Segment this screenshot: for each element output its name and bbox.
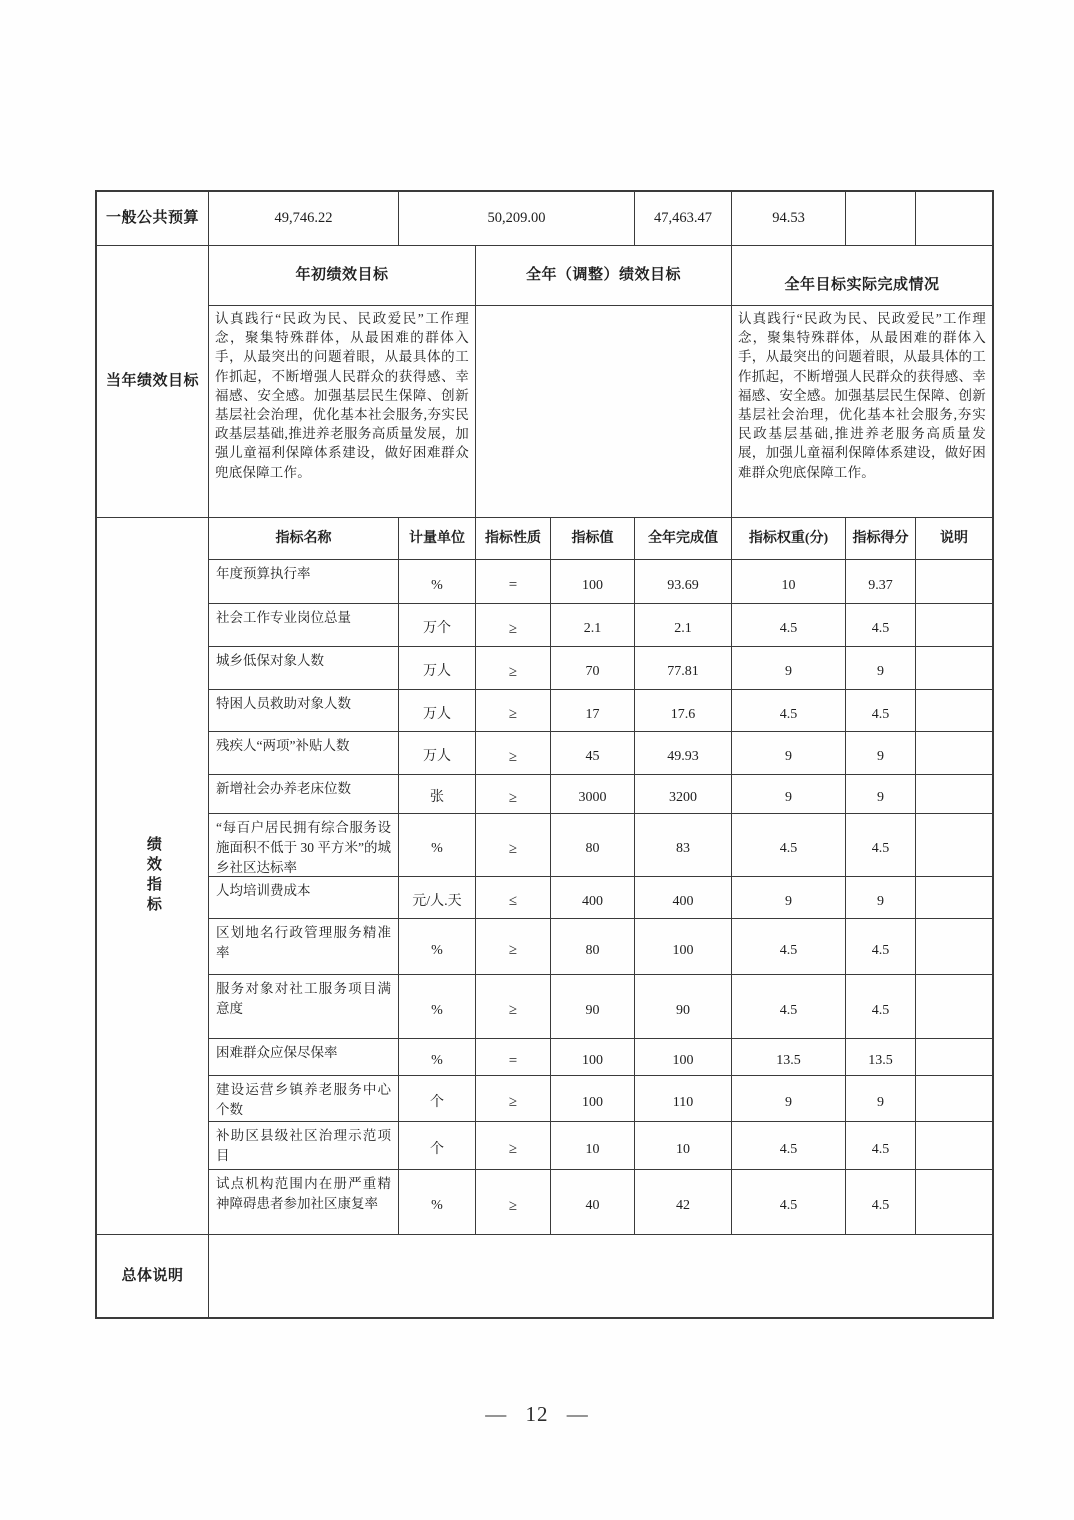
indicator-complete: 3200 xyxy=(635,775,732,814)
indicator-target: 80 xyxy=(551,814,635,877)
budget-row-label: 一般公共预算 xyxy=(97,192,209,246)
overall-label: 总体说明 xyxy=(97,1235,209,1317)
indicator-name: 城乡低保对象人数 xyxy=(209,647,399,690)
indicator-weight: 4.5 xyxy=(732,975,846,1039)
indicator-property: ≥ xyxy=(476,919,551,975)
indicator-property: = xyxy=(476,1039,551,1076)
indicator-score: 4.5 xyxy=(846,975,916,1039)
indicator-property: ≥ xyxy=(476,1076,551,1122)
goal-header-adjusted: 全年（调整）绩效目标 xyxy=(476,246,732,306)
indicator-property: ≥ xyxy=(476,814,551,877)
indicator-row xyxy=(209,604,992,647)
indicator-complete: 10 xyxy=(635,1122,732,1170)
budget-initial-value: 49,746.22 xyxy=(209,192,399,246)
indicator-name: 新增社会办养老床位数 xyxy=(209,775,399,814)
indicator-property: ≥ xyxy=(476,647,551,690)
page-number: — 12 — xyxy=(485,1402,589,1426)
budget-execution-rate: 94.53 xyxy=(732,192,846,246)
indicator-unit: 万人 xyxy=(399,732,476,775)
indicator-remark xyxy=(916,1122,992,1170)
indicator-property: = xyxy=(476,560,551,604)
indicator-target: 3000 xyxy=(551,775,635,814)
indicator-property: ≥ xyxy=(476,1170,551,1235)
overall-content xyxy=(209,1235,992,1317)
indicator-name: 建设运营乡镇养老服务中心个数 xyxy=(209,1076,399,1122)
header-weight: 指标权重(分) xyxy=(732,518,846,560)
indicator-row xyxy=(209,877,992,919)
indicator-property: ≥ xyxy=(476,690,551,732)
indicator-weight: 13.5 xyxy=(732,1039,846,1076)
indicator-unit: 个 xyxy=(399,1122,476,1170)
indicator-unit: 万人 xyxy=(399,690,476,732)
indicator-property: ≥ xyxy=(476,775,551,814)
indicator-row xyxy=(209,690,992,732)
indicator-score: 4.5 xyxy=(846,604,916,647)
indicator-header-row xyxy=(209,518,992,560)
header-target: 指标值 xyxy=(551,518,635,560)
indicator-property: ≥ xyxy=(476,732,551,775)
indicator-row xyxy=(209,1039,992,1076)
indicator-name: 社会工作专业岗位总量 xyxy=(209,604,399,647)
indicator-unit: % xyxy=(399,814,476,877)
indicator-weight: 9 xyxy=(732,1076,846,1122)
indicator-unit: 元/人.天 xyxy=(399,877,476,919)
indicator-complete: 90 xyxy=(635,975,732,1039)
indicator-score: 4.5 xyxy=(846,1122,916,1170)
performance-table xyxy=(95,190,994,1319)
indicator-name: 困难群众应保尽保率 xyxy=(209,1039,399,1076)
indicator-complete: 400 xyxy=(635,877,732,919)
indicator-unit: % xyxy=(399,1170,476,1235)
indicator-target: 70 xyxy=(551,647,635,690)
header-remark: 说明 xyxy=(916,518,992,560)
header-unit: 计量单位 xyxy=(399,518,476,560)
indicator-name: 试点机构范围内在册严重精神障碍患者参加社区康复率 xyxy=(209,1170,399,1235)
indicators-row-label: 绩效指标 xyxy=(144,836,161,916)
indicator-weight: 4.5 xyxy=(732,814,846,877)
indicator-score: 9 xyxy=(846,647,916,690)
indicator-target: 10 xyxy=(551,1122,635,1170)
indicator-score: 9 xyxy=(846,732,916,775)
goal-row-label: 当年绩效目标 xyxy=(97,246,209,518)
budget-empty-cell-1 xyxy=(846,192,916,246)
indicator-property: ≤ xyxy=(476,877,551,919)
indicator-remark xyxy=(916,814,992,877)
indicator-target: 100 xyxy=(551,1039,635,1076)
indicator-unit: % xyxy=(399,975,476,1039)
indicator-row xyxy=(209,1122,992,1170)
indicator-weight: 10 xyxy=(732,560,846,604)
indicator-complete: 83 xyxy=(635,814,732,877)
indicator-remark xyxy=(916,560,992,604)
indicator-target: 80 xyxy=(551,919,635,975)
header-complete: 全年完成值 xyxy=(635,518,732,560)
indicator-target: 17 xyxy=(551,690,635,732)
indicator-remark xyxy=(916,647,992,690)
indicator-score: 13.5 xyxy=(846,1039,916,1076)
indicator-complete: 17.6 xyxy=(635,690,732,732)
indicator-complete: 42 xyxy=(635,1170,732,1235)
indicator-remark xyxy=(916,975,992,1039)
indicator-unit: % xyxy=(399,1039,476,1076)
indicator-weight: 4.5 xyxy=(732,1170,846,1235)
indicator-row xyxy=(209,1170,992,1235)
indicator-name: 特困人员救助对象人数 xyxy=(209,690,399,732)
indicator-name: 年度预算执行率 xyxy=(209,560,399,604)
goal-adjusted-text xyxy=(476,306,732,518)
indicator-weight: 9 xyxy=(732,732,846,775)
indicator-weight: 4.5 xyxy=(732,1122,846,1170)
indicator-target: 400 xyxy=(551,877,635,919)
header-property: 指标性质 xyxy=(476,518,551,560)
indicator-complete: 100 xyxy=(635,919,732,975)
indicator-weight: 4.5 xyxy=(732,690,846,732)
indicator-property: ≥ xyxy=(476,604,551,647)
indicator-property: ≥ xyxy=(476,975,551,1039)
indicator-weight: 9 xyxy=(732,647,846,690)
indicator-remark xyxy=(916,1170,992,1235)
indicator-score: 9 xyxy=(846,1076,916,1122)
indicator-score: 4.5 xyxy=(846,690,916,732)
indicator-score: 4.5 xyxy=(846,814,916,877)
indicator-remark xyxy=(916,919,992,975)
indicator-remark xyxy=(916,1076,992,1122)
indicator-remark xyxy=(916,1039,992,1076)
header-indicator-name: 指标名称 xyxy=(209,518,399,560)
indicator-unit: 万人 xyxy=(399,647,476,690)
goal-header-actual: 全年目标实际完成情况 xyxy=(732,246,992,306)
indicator-target: 100 xyxy=(551,560,635,604)
indicator-weight: 4.5 xyxy=(732,919,846,975)
indicator-remark xyxy=(916,732,992,775)
indicator-score: 4.5 xyxy=(846,919,916,975)
indicator-property: ≥ xyxy=(476,1122,551,1170)
indicator-row xyxy=(209,975,992,1039)
goal-initial-text: 认真践行“民政为民、民政爱民”工作理念，聚集特殊群体，从最困难的群体入手，从最突出的问题着眼，从最具体的工作抓起，不断增强人民群众的获得感、幸福感、安全感。加强基层民生保障、创新基层社会治理，优化基本社会服务,夯实民政基层基础,推进养老服务高质量发展，加强儿童福利保障体系建设，做好困难群众兜底保障工作。 xyxy=(209,306,476,518)
indicator-score: 9.37 xyxy=(846,560,916,604)
indicator-unit: % xyxy=(399,560,476,604)
indicator-row xyxy=(209,775,992,814)
indicator-row xyxy=(209,560,992,604)
goal-actual-text: 认真践行“民政为民、民政爱民”工作理念，聚集特殊群体，从最困难的群体入手，从最突出的问题着眼，从最具体的工作抓起，不断增强人民群众的获得感、幸福感、安全感。加强基层民生保障、创新基层社会治理，优化基本社会服务,夯实民政基层基础,推进养老服务高质量发展，加强儿童福利保障体系建设，做好困难群众兜底保障工作。 xyxy=(732,306,992,518)
indicator-name: 补助区县级社区治理示范项目 xyxy=(209,1122,399,1170)
indicator-row xyxy=(209,919,992,975)
indicator-unit: 万个 xyxy=(399,604,476,647)
indicator-remark xyxy=(916,877,992,919)
indicator-weight: 4.5 xyxy=(732,604,846,647)
indicators-row-label-cell xyxy=(97,518,209,1235)
indicator-weight: 9 xyxy=(732,775,846,814)
budget-adjusted-value: 50,209.00 xyxy=(399,192,635,246)
indicator-remark xyxy=(916,604,992,647)
indicator-target: 2.1 xyxy=(551,604,635,647)
indicator-score: 4.5 xyxy=(846,1170,916,1235)
indicator-complete: 100 xyxy=(635,1039,732,1076)
indicator-unit: 个 xyxy=(399,1076,476,1122)
indicator-score: 9 xyxy=(846,877,916,919)
indicator-name: 服务对象对社工服务项目满意度 xyxy=(209,975,399,1039)
indicator-name: 区划地名行政管理服务精准率 xyxy=(209,919,399,975)
indicator-row xyxy=(209,647,992,690)
indicator-weight: 9 xyxy=(732,877,846,919)
indicator-target: 40 xyxy=(551,1170,635,1235)
indicator-remark xyxy=(916,775,992,814)
budget-empty-cell-2 xyxy=(916,192,992,246)
indicator-name: “每百户居民拥有综合服务设施面积不低于 30 平方米”的城乡社区达标率 xyxy=(209,814,399,877)
indicator-complete: 2.1 xyxy=(635,604,732,647)
indicator-complete: 49.93 xyxy=(635,732,732,775)
indicator-row xyxy=(209,814,992,877)
goal-header-initial: 年初绩效目标 xyxy=(209,246,476,306)
indicator-complete: 77.81 xyxy=(635,647,732,690)
budget-actual-value: 47,463.47 xyxy=(635,192,732,246)
indicator-unit: % xyxy=(399,919,476,975)
indicator-score: 9 xyxy=(846,775,916,814)
indicator-name: 残疾人“两项”补贴人数 xyxy=(209,732,399,775)
indicator-target: 45 xyxy=(551,732,635,775)
indicator-target: 90 xyxy=(551,975,635,1039)
indicator-row xyxy=(209,732,992,775)
indicator-target: 100 xyxy=(551,1076,635,1122)
indicator-remark xyxy=(916,690,992,732)
indicator-complete: 110 xyxy=(635,1076,732,1122)
indicator-unit: 张 xyxy=(399,775,476,814)
indicator-complete: 93.69 xyxy=(635,560,732,604)
indicator-row xyxy=(209,1076,992,1122)
header-score: 指标得分 xyxy=(846,518,916,560)
indicator-name: 人均培训费成本 xyxy=(209,877,399,919)
